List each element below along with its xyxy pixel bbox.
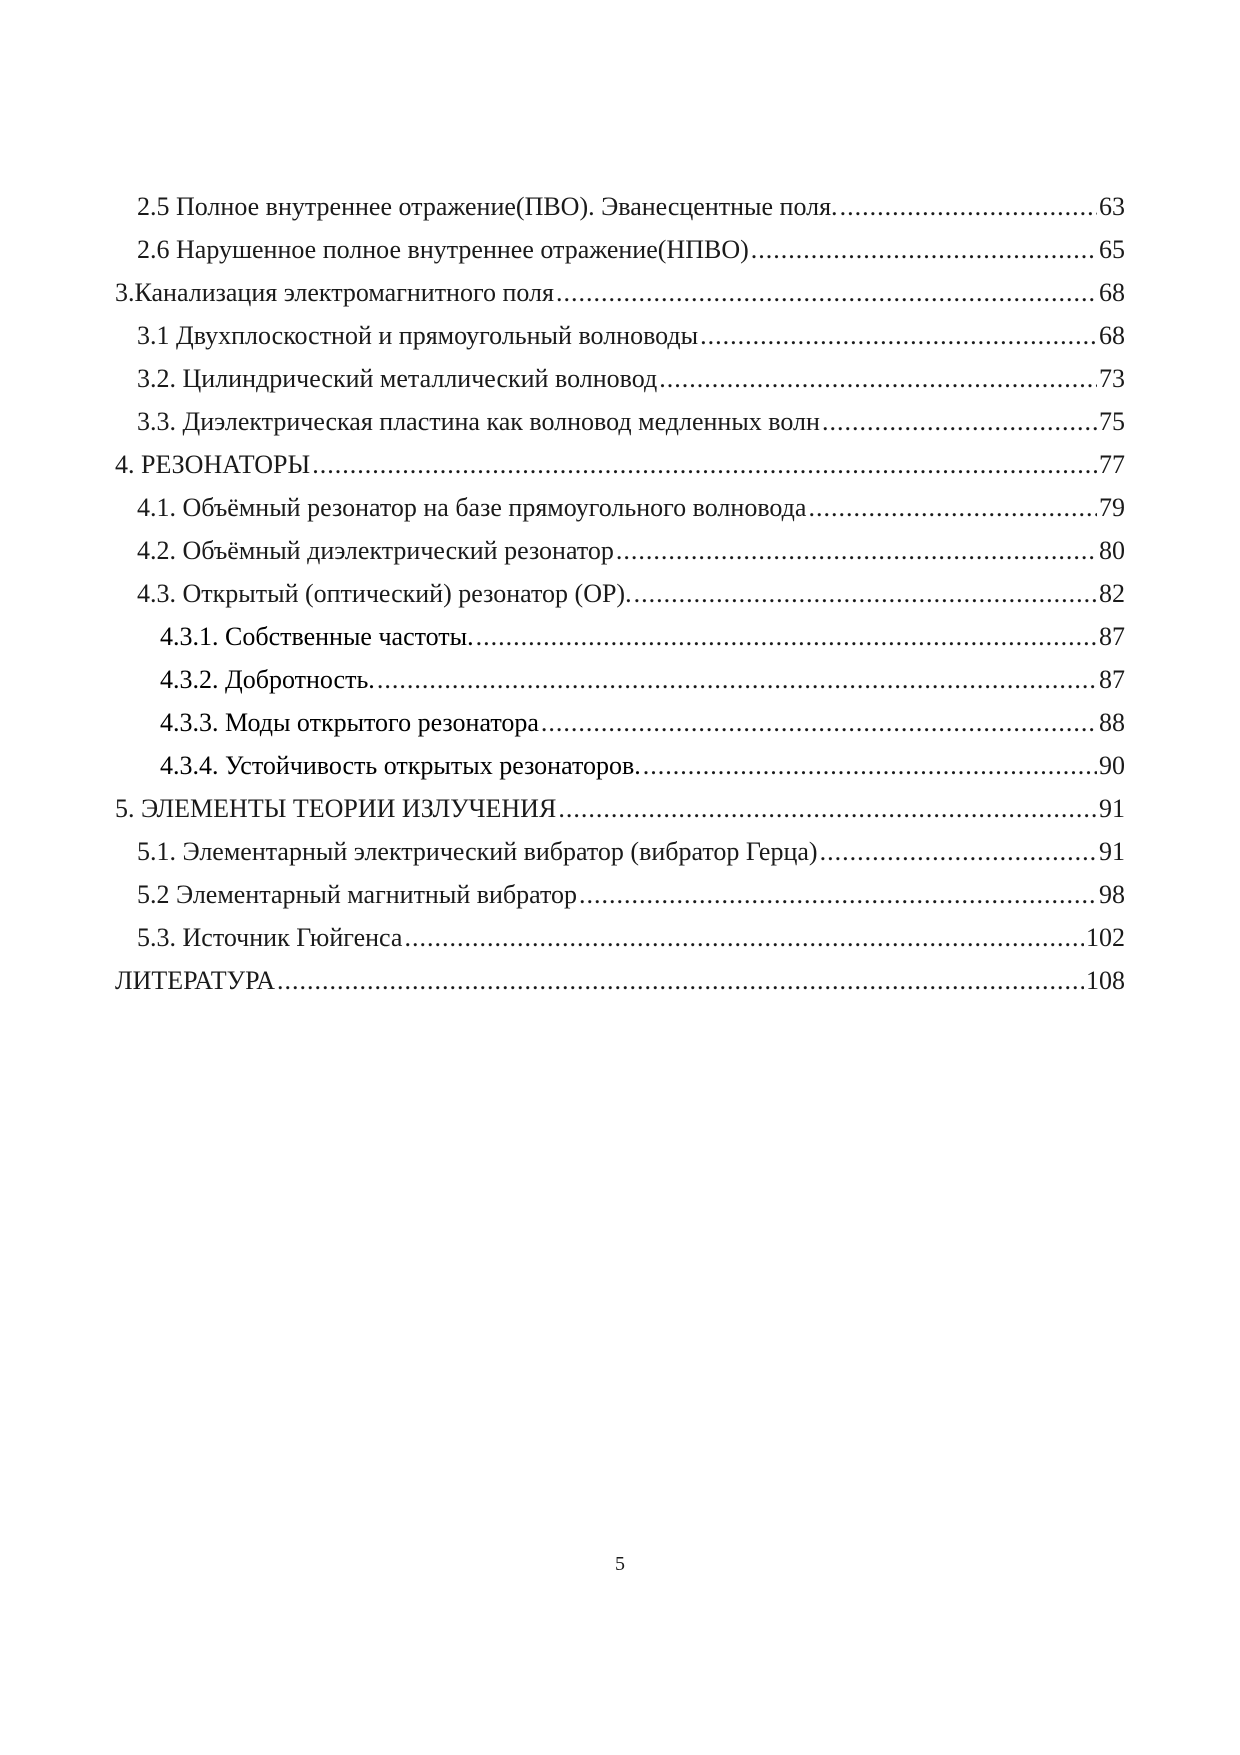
toc-entry[interactable] [115,658,1125,701]
toc-dot-leader [579,873,1097,916]
page-number: 5 [615,1553,625,1575]
toc-entry[interactable] [115,357,1125,400]
toc-entry-title: 4.1. Объёмный резонатор на базе прямоугольного волновода [137,493,807,522]
toc-entry-page-number: 98 [1099,880,1125,909]
toc-entry[interactable] [115,615,1125,658]
toc-entry[interactable] [115,486,1125,529]
toc-entry[interactable] [115,314,1125,357]
toc-entry-title: 5.3. Источник Гюйгенса [137,923,403,952]
toc-entry[interactable] [115,787,1125,830]
toc-entry-title: 3.2. Цилиндрический металлический волновод [137,364,658,393]
toc-dot-leader [820,830,1097,873]
toc-entry-page-number: 87 [1099,622,1125,651]
toc-entry-title: 3.1 Двухплоскостной и прямоугольный волноводы [137,321,699,350]
toc-dot-leader [277,959,1084,1002]
toc-dot-leader [840,185,1097,228]
table-of-contents [115,185,1125,1002]
toc-entry[interactable] [115,572,1125,615]
toc-entry-page-number: 88 [1099,708,1125,737]
toc-entry-title: ЛИТЕРАТУРА [115,966,275,995]
toc-entry-title: 4. РЕЗОНАТОРЫ [115,450,311,479]
toc-dot-leader [377,658,1097,701]
toc-dot-leader [541,701,1097,744]
toc-entry-title: 2.6 Нарушенное полное внутреннее отражение(НПВО) [137,235,749,264]
toc-entry-page-number: 102 [1086,923,1125,952]
toc-dot-leader [643,744,1097,787]
toc-dot-leader [700,314,1097,357]
toc-entry-title: 4.3.2. Добротность. [160,665,375,694]
toc-entry-page-number: 75 [1099,407,1125,436]
toc-entry-page-number: 82 [1099,579,1125,608]
toc-entry-page-number: 73 [1099,364,1125,393]
toc-entry[interactable] [115,228,1125,271]
toc-entry-title: 3.Канализация электромагнитного поля [115,278,554,307]
toc-entry-title: 5. ЭЛЕМЕНТЫ ТЕОРИИ ИЗЛУЧЕНИЯ [115,794,557,823]
toc-entry-page-number: 80 [1099,536,1125,565]
toc-entry-page-number: 87 [1099,665,1125,694]
toc-entry[interactable] [115,701,1125,744]
toc-dot-leader [556,271,1097,314]
toc-dot-leader [634,572,1097,615]
toc-entry-title: 4.3.1. Собственные частоты. [160,622,474,651]
toc-entry-page-number: 65 [1099,235,1125,264]
toc-dot-leader [476,615,1097,658]
toc-entry-page-number: 77 [1099,450,1125,479]
toc-entry-page-number: 108 [1086,966,1125,995]
toc-entry[interactable] [115,529,1125,572]
toc-entry[interactable] [115,443,1125,486]
toc-entry[interactable] [115,873,1125,916]
toc-entry-title: 3.3. Диэлектрическая пластина как волновод медленных волн [137,407,820,436]
toc-entry-page-number: 68 [1099,321,1125,350]
toc-entry-page-number: 91 [1099,794,1125,823]
toc-entry-page-number: 91 [1099,837,1125,866]
toc-dot-leader [616,529,1097,572]
toc-entry[interactable] [115,271,1125,314]
toc-entry-title: 4.3.3. Моды открытого резонатора [160,708,539,737]
toc-entry-page-number: 63 [1099,192,1125,221]
toc-dot-leader [751,228,1097,271]
toc-entry-title: 4.2. Объёмный диэлектрический резонатор [137,536,614,565]
toc-entry[interactable] [115,959,1125,1002]
toc-dot-leader [822,400,1097,443]
toc-dot-leader [404,916,1084,959]
toc-entry-page-number: 79 [1099,493,1125,522]
toc-entry-title: 4.3. Открытый (оптический) резонатор (ОР). [137,579,632,608]
toc-dot-leader [659,357,1097,400]
toc-entry-title: 5.2 Элементарный магнитный вибратор [137,880,578,909]
toc-entry-page-number: 90 [1099,751,1125,780]
toc-entry-title: 5.1. Элементарный электрический вибратор (вибратор Герца) [137,837,818,866]
toc-entry[interactable] [115,185,1125,228]
toc-entry[interactable] [115,744,1125,787]
toc-entry[interactable] [115,400,1125,443]
toc-dot-leader [808,486,1097,529]
toc-entry[interactable] [115,830,1125,873]
toc-entry-title: 2.5 Полное внутреннее отражение(ПВО). Эванесцентные поля. [137,192,838,221]
toc-entry[interactable] [115,916,1125,959]
toc-entry-page-number: 68 [1099,278,1125,307]
toc-dot-leader [312,443,1097,486]
toc-dot-leader [558,787,1097,830]
toc-entry-title: 4.3.4. Устойчивость открытых резонаторов. [160,751,641,780]
